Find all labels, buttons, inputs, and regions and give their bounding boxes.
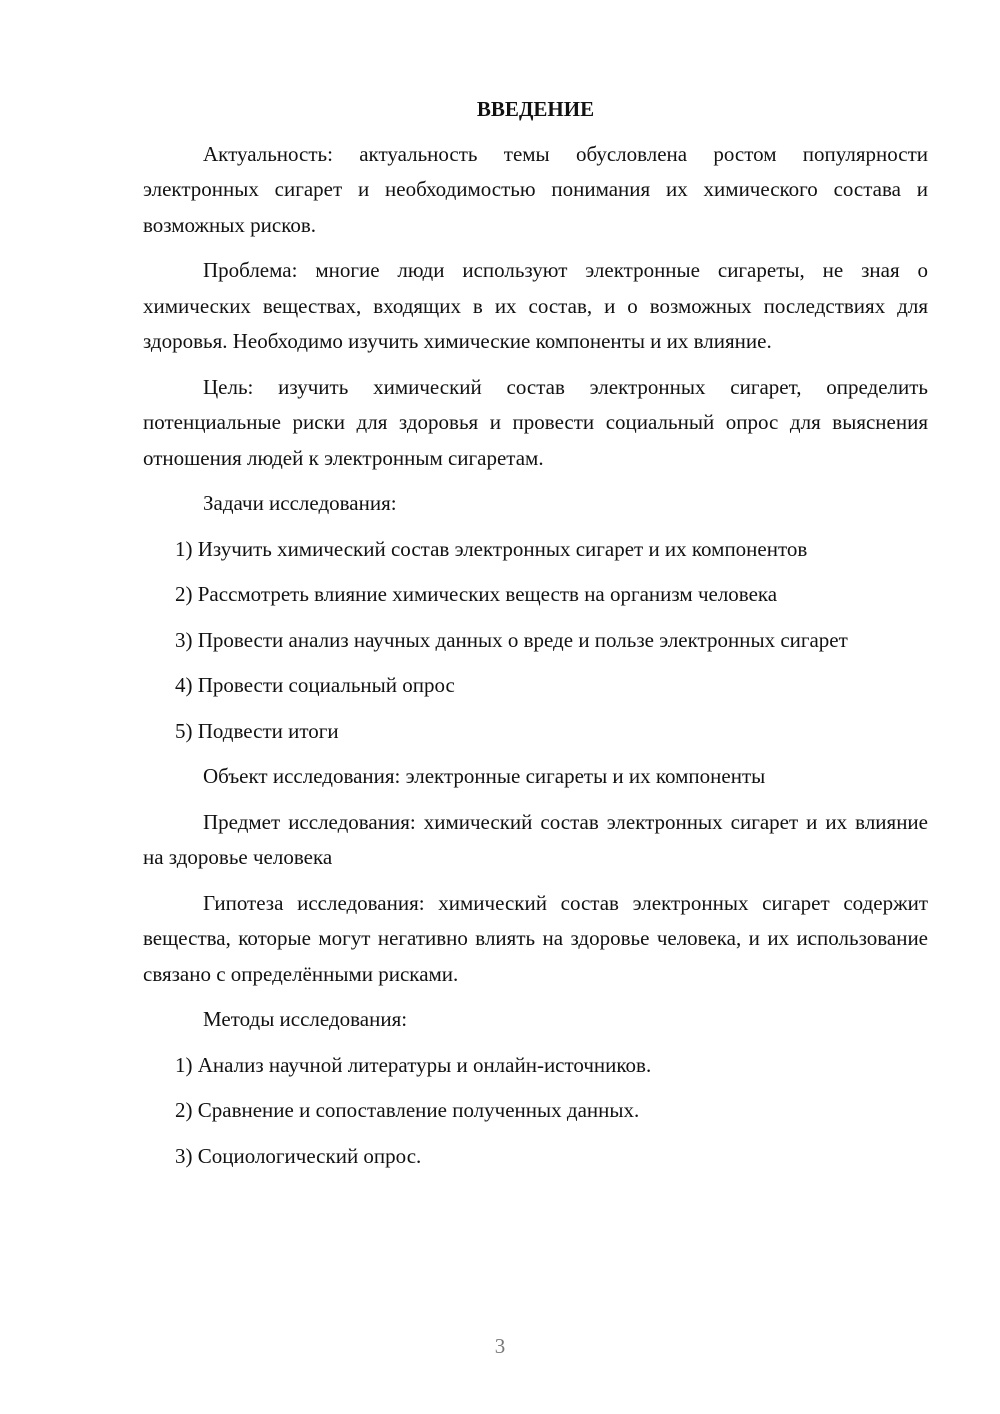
method-item-1: 1) Анализ научной литературы и онлайн-источников. — [175, 1052, 652, 1077]
method-item-3: 3) Социологический опрос. — [175, 1143, 422, 1168]
goal-paragraph: Цель: изучить химический состав электронных сигарет, определить потенциальные риски для здоровья и провести социальный опрос для выяснения отношения людей к электронным сигаретам. — [143, 374, 928, 470]
task-item-2: 2) Рассмотреть влияние химических веществ на организм человека — [175, 582, 778, 606]
document-page — [143, 92, 928, 1184]
method-item-2: 2) Сравнение и сопоставление полученных данных. — [175, 1098, 640, 1122]
page-number: 3 — [494, 1334, 506, 1358]
task-item-4: 4) Провести социальный опрос — [175, 673, 455, 697]
object-paragraph: Объект исследования: электронные сигареты и их компоненты — [203, 764, 766, 788]
hypothesis-paragraph: Гипотеза исследования: химический состав электронных сигарет содержит вещества, которые могут негативно влиять на здоровье человека, и их использование связано с определёнными рисками. — [143, 890, 928, 986]
section-title: ВВЕДЕНИЕ — [476, 97, 595, 121]
task-item-5: 5) Подвести итоги — [175, 718, 339, 743]
task-item-3: 3) Провести анализ научных данных о вреде и пользе электронных сигарет — [175, 627, 848, 652]
methods-heading: Методы исследования: — [203, 1007, 408, 1031]
problem-paragraph: Проблема: многие люди используют электронные сигареты, не зная о химических веществах, входящих в их состав, и о возможных последствиях для здоровья. Необходимо изучить химические компоненты и их влияние. — [143, 258, 928, 353]
tasks-heading: Задачи исследования: — [203, 491, 397, 515]
subject-paragraph: Предмет исследования: химический состав электронных сигарет и их влияние на здоровье человека — [143, 809, 928, 869]
relevance-paragraph: Актуальность: актуальность темы обусловлена ростом популярности электронных сигарет и необходимостью понимания их химического состава и возможных рисков. — [143, 141, 928, 237]
task-item-1: 1) Изучить химический состав электронных сигарет и их компонентов — [175, 536, 808, 561]
